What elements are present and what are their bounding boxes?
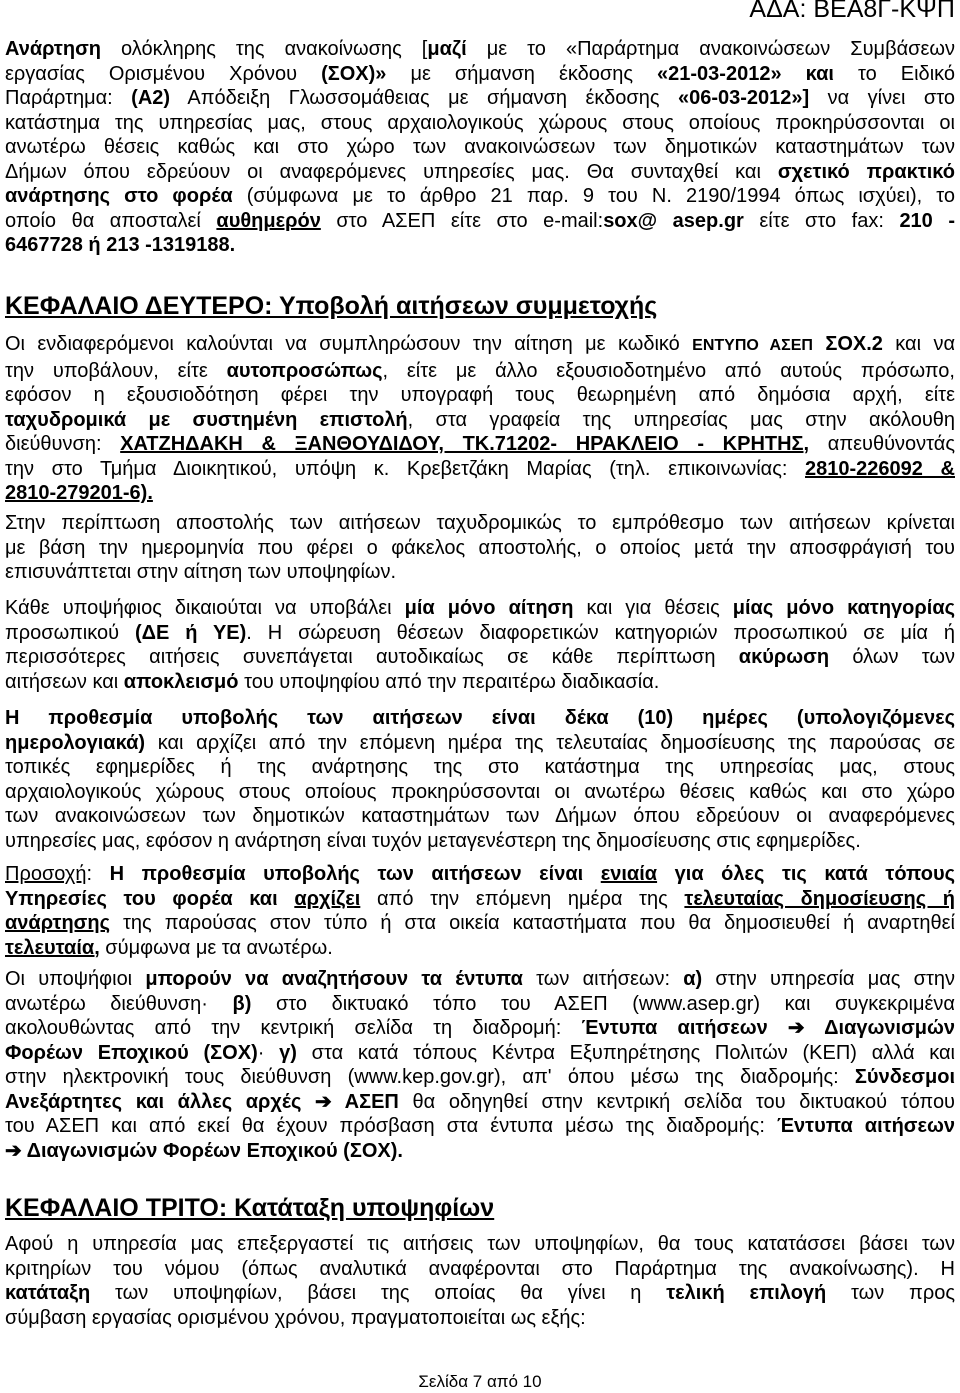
text-line <box>5 887 955 912</box>
text-run: των αιτήσεων: <box>522 968 684 990</box>
text-line <box>5 62 955 87</box>
text-line <box>5 1016 955 1041</box>
text-run: ταχυδρομικά με συστημένη επιστολή <box>5 408 408 431</box>
text-run: 2810-279201-6). <box>5 482 153 504</box>
text-run: 210 - <box>899 209 955 232</box>
text-run: αρχίζει <box>294 887 361 910</box>
text-run: θα οδηγηθεί στην κεντρική σελίδα του δικτυακού τόπου <box>398 1090 955 1113</box>
text-run: ακολουθώντας από την κεντρική σελίδα τη διαδρομή: <box>5 1017 582 1039</box>
text-line <box>5 408 955 433</box>
text-run: και αρχίζει από την επόμενη ημέρα της τελευταίας δημοσίευσης της παρούσας σε <box>145 731 955 754</box>
paragraph-application-forms <box>5 967 955 1163</box>
paragraph-posting-notice <box>5 37 955 258</box>
text-run: ολόκληρης της ανακοίνωσης [ <box>100 38 428 60</box>
text-run: Υπηρεσίες του φορέα και <box>5 887 295 910</box>
text-run: (ΣΟΧ)» <box>321 62 387 85</box>
text-run: Δήμων όπου εδρεύουν οι αναφερόμενες υπηρεσίες μας. Θα συνταχθεί και <box>5 160 778 183</box>
text-line <box>5 86 955 111</box>
text-run: να γίνει στο <box>809 87 955 109</box>
text-run: εργασίας Ορισμένου Χρόνου <box>5 62 322 85</box>
text-line <box>5 111 955 136</box>
text-run: ανωτέρω διεύθυνση· <box>5 992 233 1015</box>
text-run: και για θέσεις <box>573 597 733 619</box>
text-run: (σύμφωνα με το άρθρο 21 παρ. 9 του Ν. 2190/1994 όπως ισχύει), το <box>232 185 955 207</box>
text-run: στο ΑΣΕΠ είτε στο e-mail: <box>320 209 604 232</box>
text-run: περισσότερες αιτήσεις συνεπάγεται αυτοδικαίως σε κάθε περίπτωση <box>5 646 739 668</box>
text-run: Παράρτημα: <box>5 87 132 109</box>
text-line <box>5 209 955 234</box>
text-line <box>5 862 955 887</box>
text-run: Έντυπα αιτήσεων ➔ Διαγωνισμών <box>581 1017 955 1039</box>
paragraph-deadline <box>5 706 955 853</box>
text-run: υπηρεσίες μας, εφόσον η ανάρτηση είναι τυχόν μεταγενέστερη της δημοσίευσης στις εφημερίδες. <box>5 829 861 852</box>
paragraph-single-application <box>5 596 955 694</box>
text-run: αρχαιολογικούς χώρους στους οποίους προκηρύσσονται οι ανωτέρω θέσεις καθώς και στο χώρο <box>5 780 955 803</box>
document-ada-code: ΑΔΑ: ΒΕΑ8Γ-ΚΨΠ <box>749 0 955 23</box>
text-run: στην ηλεκτρονική τους διεύθυνση (www.kep.gov.gr), απ' όπου μέσω της διαδρομής: <box>5 1066 855 1088</box>
text-line <box>5 992 955 1017</box>
text-run: Η προθεσμία υποβολής των αιτήσεων είναι δέκα (10) ημέρες (υπολογιζόμενες <box>5 707 955 729</box>
text-run: την υποβάλουν, είτε <box>5 359 227 382</box>
text-run: ανωτέρω θέσεις καθώς και στο χώρο των ανακοινώσεων των δημοτικών καταστημάτων των <box>5 136 955 158</box>
text-line <box>5 332 955 359</box>
text-run: β) <box>232 992 252 1015</box>
text-run: τελευταία, <box>5 936 100 959</box>
text-line <box>5 645 955 670</box>
paragraph-postal-submission <box>5 511 955 585</box>
text-line <box>5 184 955 209</box>
text-run: Η προθεσμία υποβολής των αιτήσεων είναι <box>109 863 601 885</box>
text-run: με το «Παράρτημα ανακοινώσεων Συμβάσεων <box>466 38 955 60</box>
text-run: και να <box>882 333 955 355</box>
text-run: για όλες τις κατά τόπους <box>657 863 955 885</box>
text-line <box>5 829 955 854</box>
text-run: Φορέων Εποχικού (ΣΟΧ) <box>5 1041 258 1064</box>
text-line <box>5 135 955 160</box>
text-line <box>5 511 955 536</box>
text-line <box>5 160 955 185</box>
text-line <box>5 536 955 561</box>
text-run: τοπικές εφημερίδες ή της ανάρτησης της στο κατάστημα της υπηρεσίας μας, στους <box>5 756 955 778</box>
text-run: κριτηρίων του νόμου (όπως αναλυτικά αναφέρονται στο Παράρτημα της ανακοίνωσης). Η <box>5 1257 955 1280</box>
text-run: Οι ενδιαφερόμενοι καλούνται να συμπληρώσουν την αίτηση με κωδικό <box>5 333 693 355</box>
text-run: των υποψηφίων, βάσει της οποίας θα γίνει η <box>90 1282 667 1304</box>
text-line <box>5 1232 955 1257</box>
text-line <box>5 1306 955 1331</box>
text-run: ➔ Διαγωνισμών Φορέων Εποχικού (ΣΟΧ). <box>5 1139 403 1162</box>
text-run: ΣΟΧ.2 <box>825 333 883 355</box>
text-run: με σήμανση έκδοσης <box>386 62 658 85</box>
text-line <box>5 1193 955 1223</box>
paragraph-attention-note <box>5 862 955 960</box>
text-run: σύμφωνα με τα ανωτέρω. <box>99 936 333 959</box>
text-line <box>5 481 955 506</box>
text-line <box>5 432 955 457</box>
text-run: του υποψηφίου από την περαιτέρω διαδικασία. <box>238 670 660 693</box>
text-run: του ΑΣΕΠ και από εκεί θα έχουν πρόσβαση στα έντυπα μέσω της διαδρομής: <box>5 1115 777 1137</box>
text-run: Στην περίπτωση αποστολής των αιτήσεων ταχυδρομικώς το εμπρόθεσμο των αιτήσεων κρίνεται <box>5 512 955 534</box>
text-run: ακύρωση <box>738 646 830 668</box>
text-line <box>5 1090 955 1115</box>
text-run: την στο Τμήμα Διοικητικού, υπόψη κ. Κρεβετζάκη Μαρίας (τηλ. επικοινωνίας: <box>5 457 806 480</box>
text-run: τελική επιλογή <box>666 1282 827 1304</box>
text-run: (ΔΕ ή ΥΕ) <box>134 621 247 644</box>
text-run: Οι υποψήφιοι <box>5 968 146 990</box>
text-run: με βάση την ημερομηνία που φέρει ο φάκελος αποστολής, ο οποίος μετά την αποσφράγισή του <box>5 536 955 559</box>
text-run: μίας μόνο κατηγορίας <box>732 597 955 619</box>
text-run: (Α2) <box>131 87 171 109</box>
text-line <box>5 780 955 805</box>
text-run: , είτε με άλλο εξουσιοδοτημένο από αυτούς πρόσωπο, <box>382 359 955 382</box>
text-run: όλων των <box>829 646 955 668</box>
text-run: σύμβαση εργασίας ορισμένου χρόνου, πραγματοποιείται ως εξής: <box>5 1306 586 1329</box>
text-run: ημερολογιακά) <box>5 731 146 754</box>
text-run: Προσοχή <box>5 863 87 885</box>
text-run: το Ειδικό <box>833 62 955 85</box>
text-run: απευθύνοντάς <box>809 433 955 455</box>
text-run: επισυνάπτεται στην αίτηση των υποψηφίων. <box>5 561 397 583</box>
paragraph-submission-instructions <box>5 332 955 506</box>
text-line <box>5 291 955 321</box>
text-line <box>5 731 955 756</box>
chapter-three-heading <box>5 1193 955 1223</box>
text-run: ΧΑΤΖΗΔΑΚΗ & ΞΑΝΘΟΥΔΙΔΟΥ, ΤΚ.71202- ΗΡΑΚΛΕΙΟ - ΚΡΗΤΗΣ, <box>120 433 810 455</box>
text-run: από την επόμενη ημέρα της <box>360 887 685 910</box>
text-line <box>5 383 955 408</box>
text-run: στην υπηρεσία μας στην <box>702 968 955 990</box>
text-run: μπορούν να αναζητήσουν τα έντυπα <box>145 968 523 990</box>
text-run: · <box>257 1041 280 1064</box>
text-run: αυτοπροσώπως <box>226 359 383 382</box>
text-run: των προς <box>826 1282 955 1304</box>
text-line <box>5 670 955 695</box>
text-run: α) <box>683 968 703 990</box>
text-run: Απόδειξη Γλωσσομάθειας με σήμανση έκδοσης <box>170 87 678 109</box>
text-run: Ανεξάρτητες και άλλες αρχές ➔ ΑΣΕΠ <box>5 1090 399 1113</box>
text-line <box>5 1257 955 1282</box>
text-line <box>5 37 955 62</box>
text-line <box>5 1281 955 1306</box>
text-run: κατάταξη <box>5 1282 91 1304</box>
text-run: , στα γραφεία της υπηρεσίας μας στην ακόλουθη <box>407 408 955 431</box>
text-run: αιτήσεων και <box>5 670 124 693</box>
page-number: Σελίδα 7 από 10 <box>418 1372 542 1391</box>
text-line <box>5 1041 955 1066</box>
text-run: οποίο θα αποσταλεί <box>5 209 217 232</box>
text-line <box>5 560 955 585</box>
text-run: της παρούσας στον τύπο ή στα οικεία καταστήματα που θα δημοσιευθεί ή αναρτηθεί <box>109 912 955 934</box>
text-run: «06-03-2012»] <box>677 87 810 109</box>
text-run: είτε στο fax: <box>743 209 900 232</box>
text-run: των ανακοινώσεων των δημοτικών καταστημάτων των Δήμων όπου εδρεύουν οι αναφερόμενες <box>5 805 955 827</box>
text-run: ενιαία <box>600 863 658 885</box>
text-run: διεύθυνση: <box>5 433 121 455</box>
text-line <box>5 457 955 482</box>
paragraph-ranking <box>5 1232 955 1330</box>
text-run: στα κατά τόπους Κέντρα Εξυπηρέτησης Πολιτών (ΚΕΠ) αλλά και <box>296 1041 955 1064</box>
text-line <box>5 967 955 992</box>
text-run: 6467728 ή 213 -1319188. <box>5 234 236 256</box>
text-line <box>5 911 955 936</box>
text-line <box>5 706 955 731</box>
text-run: ΕΝΤΥΠΟ ΑΣΕΠ <box>692 337 813 354</box>
text-run: κατάστημα της υπηρεσίας μας, στους αρχαιολογικούς χώρους στους οποίους προκηρύσσονται οι <box>5 111 955 134</box>
text-run: γ) <box>279 1041 297 1064</box>
text-line <box>5 359 955 384</box>
text-run: sox@ asep.gr <box>603 209 744 232</box>
text-line <box>5 621 955 646</box>
text-run: εφόσον η εξουσιοδότηση φέρει την υπογραφή τους θεωρημένη από δημόσια αρχή, είτε <box>5 384 955 406</box>
text-run: μαζί <box>427 38 467 60</box>
text-line <box>5 233 955 258</box>
text-run: αυθημερόν <box>216 209 321 232</box>
text-run: ανάρτησης <box>5 912 110 934</box>
text-line <box>5 755 955 780</box>
text-run: «21-03-2012» και <box>657 62 834 85</box>
text-run: Ανάρτηση <box>5 38 101 60</box>
text-line <box>5 1065 955 1090</box>
text-run: μία μόνο αίτηση <box>404 597 574 619</box>
text-line <box>5 936 955 961</box>
text-run: . Η σώρευση θέσεων διαφορετικών κατηγοριών προσωπικού σε μία ή <box>246 621 955 644</box>
text-line <box>5 596 955 621</box>
chapter-two-heading <box>5 291 955 321</box>
text-run: ΚΕΦΑΛΑΙΟ ΤΡΙΤΟ: Κατάταξη υποψηφίων <box>5 1194 495 1222</box>
text-run: τελευταίας δημοσίευσης ή <box>684 887 955 910</box>
text-run: αποκλεισμό <box>123 670 239 693</box>
text-run: Κάθε υποψήφιος δικαιούται να υποβάλει <box>5 597 405 619</box>
text-run: Αφού η υπηρεσία μας επεξεργαστεί τις αιτήσεις των υποψηφίων, θα τους κατατάσσει βάσει των <box>5 1233 955 1255</box>
text-run: 2810-226092 & <box>805 457 955 480</box>
text-line <box>5 804 955 829</box>
text-run: ανάρτησης στο φορέα <box>5 185 233 207</box>
text-run: σχετικό πρακτικό <box>777 160 955 183</box>
text-run: : <box>86 863 110 885</box>
text-run: προσωπικού <box>5 621 135 644</box>
text-run: ΚΕΦΑΛΑΙΟ ΔΕΥΤΕΡΟ: Υποβολή αιτήσεων συμμετοχής <box>5 292 658 320</box>
text-run: στο δικτυακό τόπο του ΑΣΕΠ (www.asep.gr) και συγκεκριμένα <box>251 992 955 1015</box>
text-run: Έντυπα αιτήσεων <box>776 1115 955 1137</box>
text-line <box>5 1114 955 1139</box>
text-run <box>813 333 825 355</box>
text-line <box>5 1139 955 1164</box>
text-run: Σύνδεσμοι <box>854 1066 955 1088</box>
